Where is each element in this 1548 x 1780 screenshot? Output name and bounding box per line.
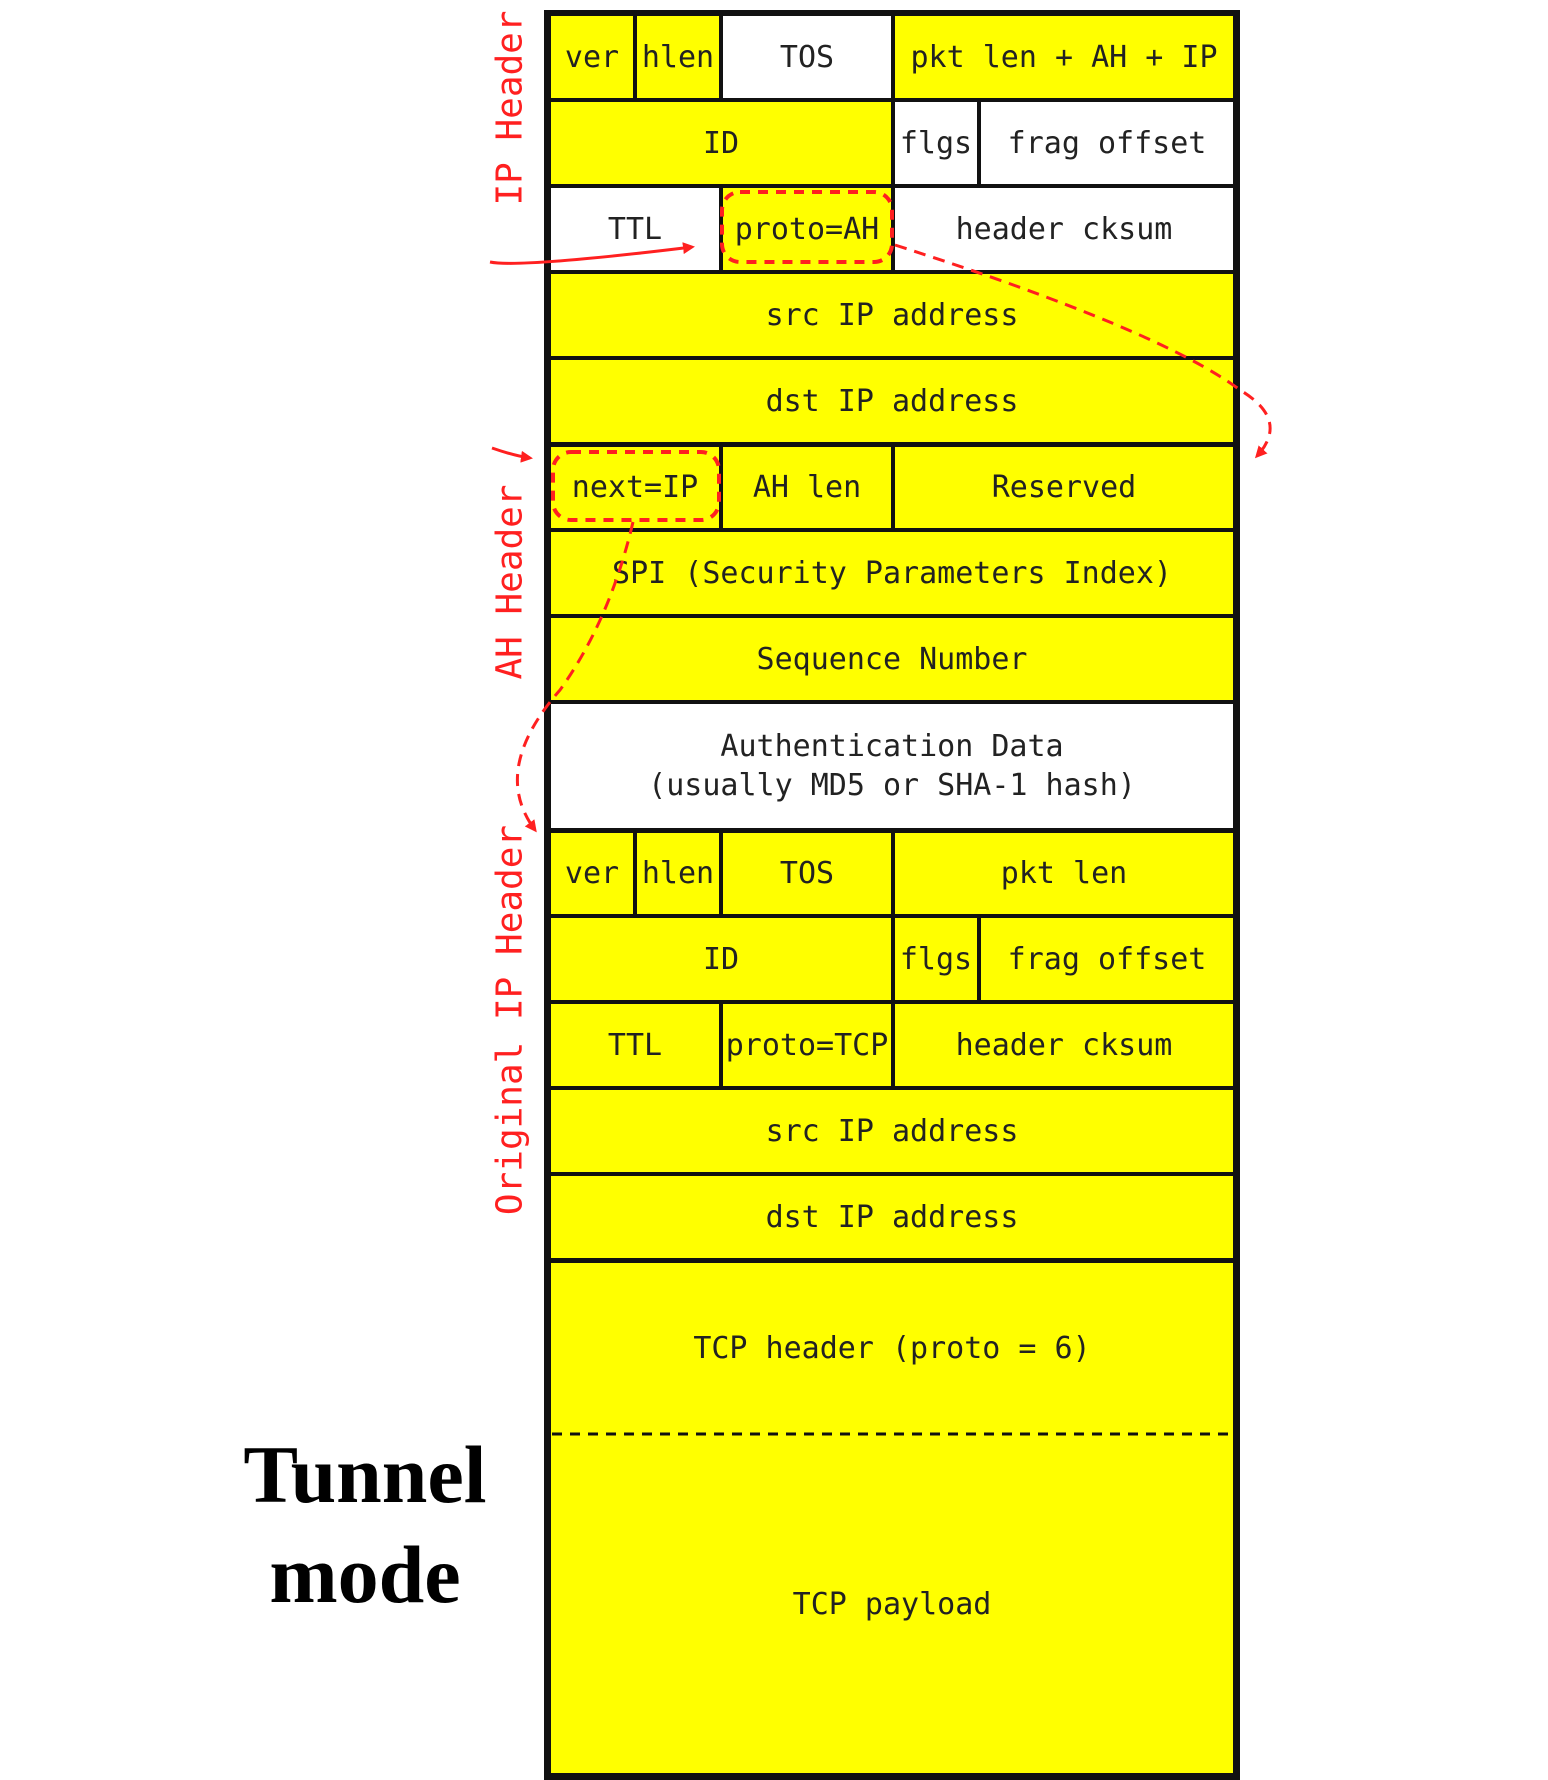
orig-ip-src-field: src IP address (549, 1088, 1235, 1174)
orig-ip-proto-field: proto=TCP (721, 1002, 893, 1088)
orig-ip-tos-field: TOS (721, 830, 893, 916)
new-ip-id-field: ID (549, 100, 893, 186)
orig-ip-frag-offset-field: frag offset (979, 916, 1235, 1002)
ah-header-arrow (492, 448, 530, 458)
new-ip-hlen-field: hlen (635, 14, 721, 100)
tcp-header-field: TCP header (proto = 6) (549, 1260, 1235, 1435)
mode-title-line-1: Tunnel (243, 1429, 487, 1520)
section-divider-tcp (544, 1258, 1240, 1263)
new-ip-ttl-field: TTL (549, 186, 721, 272)
ah-next-field: next=IP (549, 444, 721, 530)
new-ip-dst-field: dst IP address (549, 358, 1235, 444)
section-divider-ah (544, 442, 1240, 447)
ah-spi-field: SPI (Security Parameters Index) (549, 530, 1235, 616)
orig-ip-id-field: ID (549, 916, 893, 1002)
packet-outer-frame (544, 10, 1240, 1780)
orig-ip-hlen-field: hlen (635, 830, 721, 916)
new-ip-proto-field: proto=AH (721, 186, 893, 272)
ip-header-side-label: IP Header (489, 10, 531, 206)
ah-len-field: AH len (721, 444, 893, 530)
new-ip-tos-field: TOS (721, 14, 893, 100)
orig-ip-header-cksum-field: header cksum (893, 1002, 1235, 1088)
new-ip-frag-offset-field: frag offset (979, 100, 1235, 186)
mode-title-line-2: mode (269, 1529, 461, 1620)
orig-ip-ver-field: ver (549, 830, 635, 916)
ah-auth-data-field: Authentication Data (usually MD5 or SHA-1 hash) (549, 702, 1235, 830)
new-ip-src-field: src IP address (549, 272, 1235, 358)
ah-sequence-field: Sequence Number (549, 616, 1235, 702)
orig-ip-flgs-field: flgs (893, 916, 979, 1002)
ah-reserved-field: Reserved (893, 444, 1235, 530)
orig-ip-pkt-len-field: pkt len (893, 830, 1235, 916)
new-ip-pkt-len-field: pkt len + AH + IP (893, 14, 1235, 100)
new-ip-ver-field: ver (549, 14, 635, 100)
orig-ip-ttl-field: TTL (549, 1002, 721, 1088)
original-ip-header-side-label: Original IP Header (489, 824, 531, 1216)
orig-ip-dst-field: dst IP address (549, 1174, 1235, 1260)
mode-title (200, 1425, 530, 1625)
ah-header-side-label: AH Header (489, 484, 531, 680)
section-divider-orig-ip (544, 828, 1240, 833)
new-ip-header-cksum-field: header cksum (893, 186, 1235, 272)
tcp-payload-field: TCP payload (549, 1435, 1235, 1775)
new-ip-flgs-field: flgs (893, 100, 979, 186)
